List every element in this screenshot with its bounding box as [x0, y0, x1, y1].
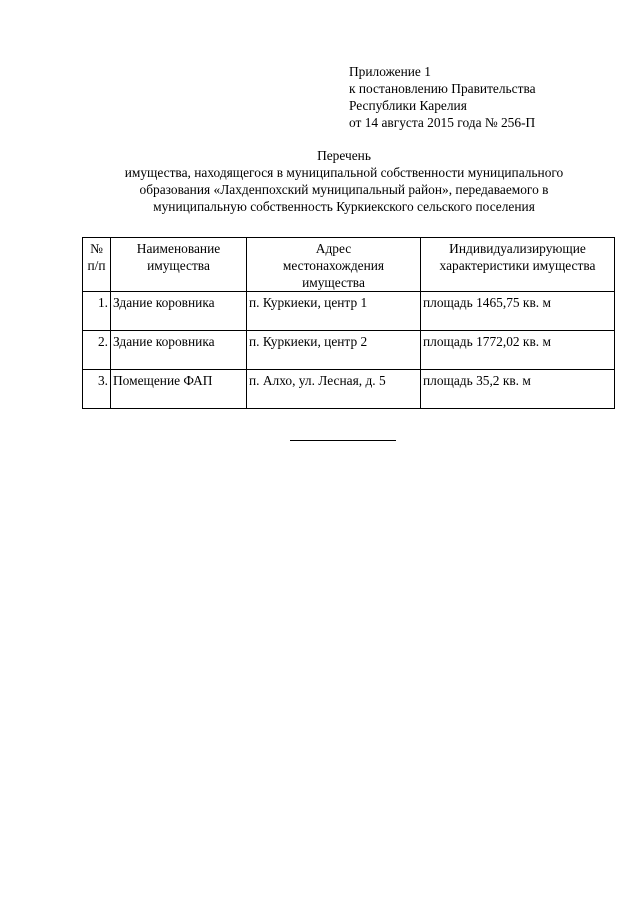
- row-number: 2.: [83, 331, 111, 370]
- appendix-line: Приложение 1: [349, 64, 431, 79]
- heading-line: муниципальную собственность Куркиекского сельского поселения: [153, 199, 535, 214]
- column-header-address: Адрес местонахождения имущества: [247, 238, 421, 292]
- table-row: [83, 292, 615, 331]
- document-heading: [60, 147, 628, 215]
- appendix-line: к постановлению Правительства: [349, 81, 536, 96]
- property-address: п. Алхо, ул. Лесная, д. 5: [247, 370, 421, 409]
- column-header-num: № п/п: [83, 238, 111, 292]
- heading-line: образования «Лахденпохский муниципальный район», передаваемого в: [139, 182, 549, 197]
- heading-title: Перечень: [317, 148, 371, 163]
- column-header-name: Наименование имущества: [111, 238, 247, 292]
- appendix-line: Республики Карелия: [349, 98, 467, 113]
- column-header-characteristics: Индивидуализирующие характеристики имущества: [421, 238, 615, 292]
- property-name: Помещение ФАП: [111, 370, 247, 409]
- property-characteristics: площадь 1465,75 кв. м: [421, 292, 615, 331]
- appendix-line: от 14 августа 2015 года № 256-П: [349, 115, 536, 130]
- property-name: Здание коровника: [111, 292, 247, 331]
- table-row: [83, 370, 615, 409]
- row-number: 3.: [83, 370, 111, 409]
- closing-separator-line: [290, 440, 396, 441]
- property-address: п. Куркиеки, центр 1: [247, 292, 421, 331]
- property-table: [82, 237, 615, 409]
- table-header-row: [83, 238, 615, 292]
- table-row: [83, 331, 615, 370]
- property-characteristics: площадь 35,2 кв. м: [421, 370, 615, 409]
- property-address: п. Куркиеки, центр 2: [247, 331, 421, 370]
- heading-line: имущества, находящегося в муниципальной собственности муниципального: [124, 165, 564, 180]
- appendix-block: [349, 63, 609, 131]
- property-name: Здание коровника: [111, 331, 247, 370]
- property-characteristics: площадь 1772,02 кв. м: [421, 331, 615, 370]
- row-number: 1.: [83, 292, 111, 331]
